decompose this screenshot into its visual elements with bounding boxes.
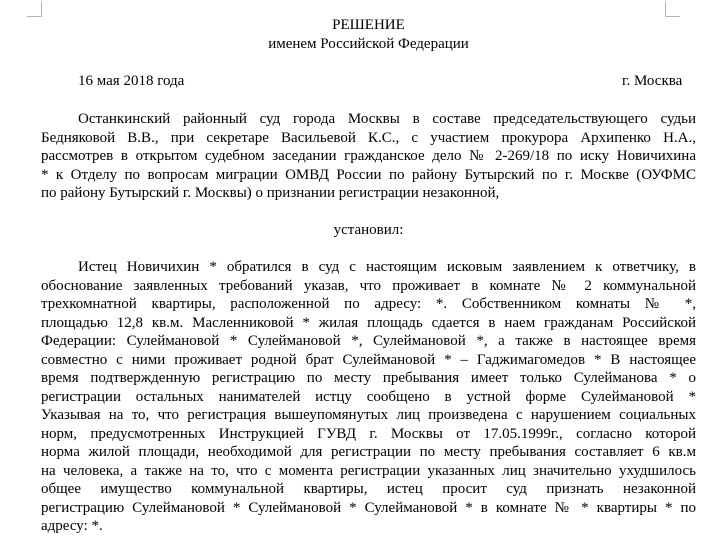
intro-line: по району Бутырский г. Москвы) о признании регистрации незаконной, — [41, 185, 500, 201]
intro-line: Останкинский районный суд города Москвы в составе председательствующего судьи — [78, 111, 696, 127]
body-line: норм, предусмотренных Инструкцией ГУВД г. Москвы от 17.05.1999г., согласно которой — [41, 426, 696, 442]
body-line: время подтвержденную регистрацию по месту пребывания имеет только Сулейманова * о — [41, 370, 696, 386]
body-line: Указывая на то, что регистрация вышеупомянутых лиц произведена с нарушением социальных — [41, 407, 696, 423]
body-line: регистрации остальных нанимателей истцу сообщено в устной форме Сулеймановой * — [41, 389, 696, 405]
document-subtitle: именем Российской Федерации — [268, 36, 469, 52]
body-line: площадью 12,8 кв.м. Масленниковой * жилая площадь сдается в наем гражданам Российской — [41, 315, 696, 331]
established-heading: установил: — [333, 222, 404, 238]
body-line: Федерации: Сулеймановой * Сулеймановой *, Сулеймановой *, а также в настоящее время — [41, 333, 696, 349]
decision-city: г. Москва — [622, 73, 683, 89]
page-corner-mark-right — [665, 2, 680, 17]
body-line: общее имущество коммунальной квартиры, истец просит суд признать незаконной — [41, 481, 696, 497]
document-title: РЕШЕНИЕ — [332, 17, 405, 33]
body-line: регистрацию Сулеймановой * Сулеймановой * Сулеймановой * в комнате № * квартиры * по — [41, 500, 696, 516]
intro-line: рассмотрев в открытом судебном заседании гражданское дело № 2-269/18 по иску Новичихина — [41, 148, 696, 164]
page-corner-mark-left — [27, 2, 42, 17]
decision-date: 16 мая 2018 года — [78, 73, 185, 89]
body-line: Истец Новичихин * обратился в суд с настоящим исковым заявлением к ответчику, в — [78, 259, 696, 275]
body-line: адресу: *. — [41, 518, 103, 534]
intro-line: Бедняковой В.В., при секретаре Васильевой К.С., с участием прокурора Архипенко Н.А., — [41, 130, 696, 146]
body-line: совместно с ними проживает родной брат Сулеймановой * – Гаджимагомедов * В настоящее — [41, 352, 696, 368]
body-line: норма жилой площади, необходимой для регистрации по месту пребывания составляет 6 кв.м — [41, 444, 696, 460]
body-line: трехкомнатной квартиры, расположенной по адресу: *. Собственником комнаты № *, — [41, 296, 696, 312]
body-line: обоснование заявленных требований указав, что проживает в комнате № 2 коммунальной — [41, 278, 696, 294]
intro-line: * к Отделу по вопросам миграции ОМВД России по району Бутырский по г. Москве (ОУФМС — [41, 167, 696, 183]
body-line: на человека, а также на то, что с момента регистрации указанных лиц значительно ухудшилось — [41, 463, 696, 479]
